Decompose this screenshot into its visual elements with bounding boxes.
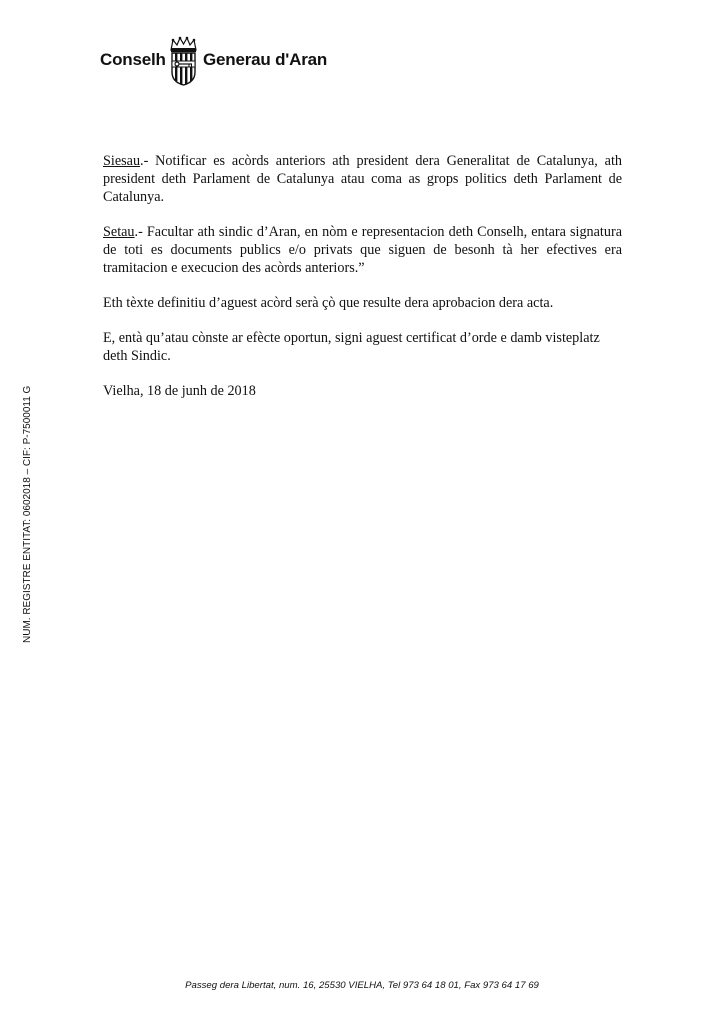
paragraph-siesau xyxy=(103,152,622,206)
paragraph-text-setau: .- Facultar ath sindic d’Aran, en nòm e representacion deth Conselh, entara signatura de toti es documents publics e/o privats que siguen de besonh tà her efectives era tramitacion e execucion des acòrds anteriors.” xyxy=(103,224,622,276)
paragraph-certification: E, entà qu’atau cònste ar efècte oportun, signi aguest certificat d’orde e damb visteplatz deth Sindic. xyxy=(103,330,600,364)
footer-address: Passeg dera Libertat, num. 16, 25530 VIELHA, Tel 973 64 18 01, Fax 973 64 17 69 xyxy=(185,980,539,991)
paragraph-definitive-text: Eth tèxte definitiu d’aguest acòrd serà çò que resulte dera aprobacion dera acta. xyxy=(103,295,554,311)
letterhead xyxy=(100,36,360,86)
paragraph-lead-siesau: Siesau xyxy=(103,153,141,169)
org-name-left: Conselh xyxy=(100,50,166,69)
paragraph-lead-setau: Setau xyxy=(103,224,135,240)
paragraph-setau xyxy=(103,223,622,277)
place-and-date: Vielha, 18 de junh de 2018 xyxy=(103,383,256,399)
document-body xyxy=(103,152,622,417)
registry-side-note: NUM. REGISTRE ENTITAT: 0602018 – CIF: P-7500011 G xyxy=(22,385,33,643)
paragraph-text-siesau: .- Notificar es acòrds anteriors ath president dera Generalitat de Catalunya, ath president deth Parlament de Catalunya atau coma as grops politics deth Parlament de Catalunya. xyxy=(103,153,622,205)
coat-of-arms-icon xyxy=(167,36,200,86)
org-name-right: Generau d'Aran xyxy=(203,50,328,69)
